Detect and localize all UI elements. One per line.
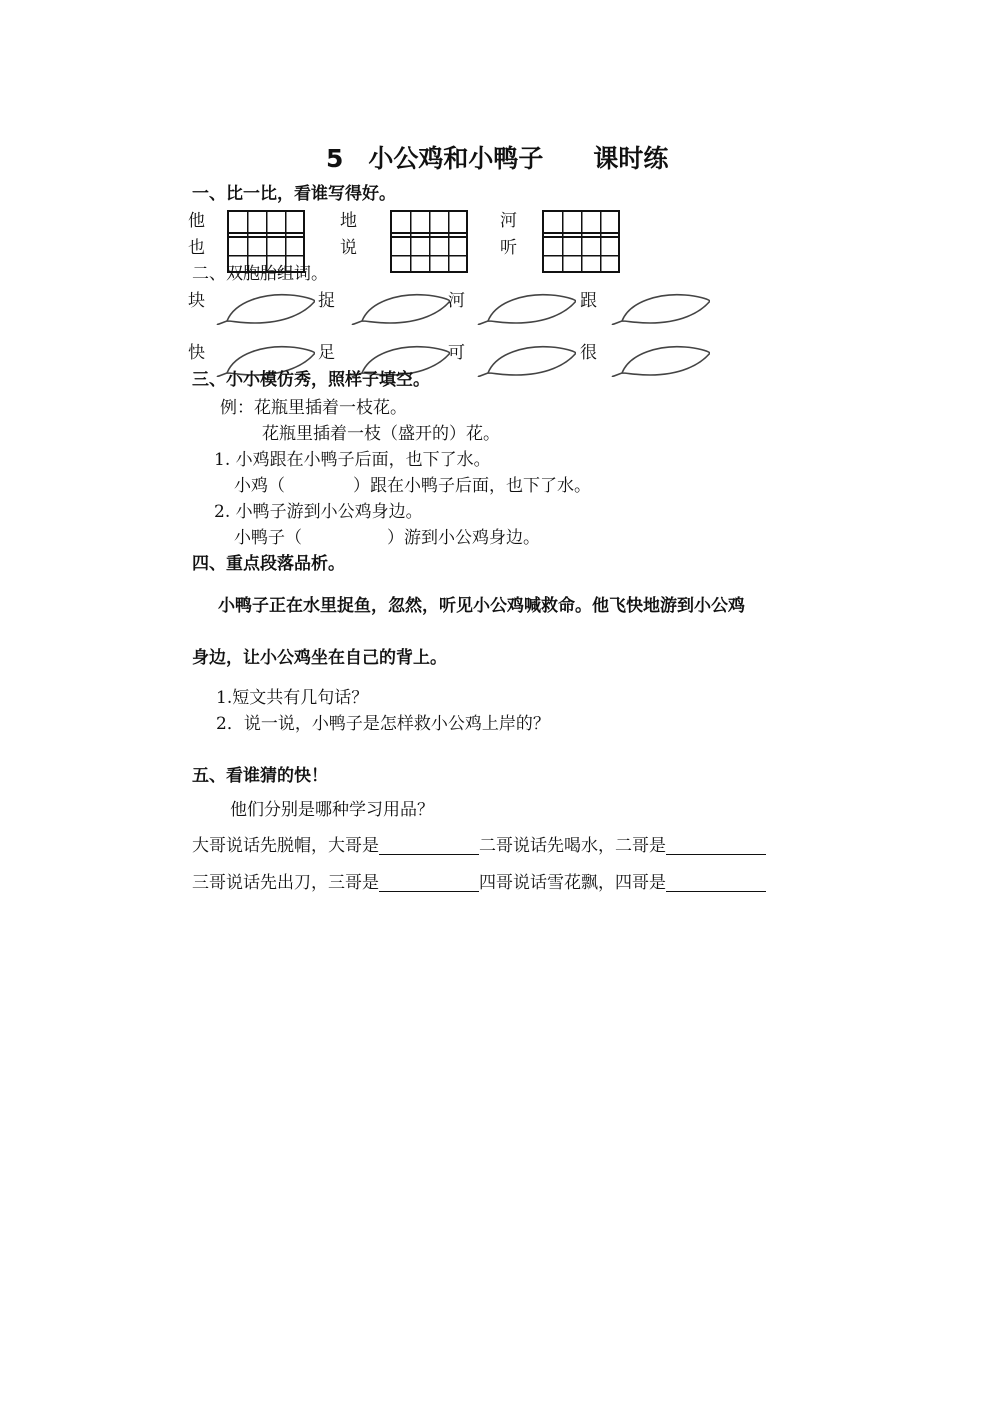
question: 1.短文共有几句话？ bbox=[216, 688, 369, 708]
section-2-heading: 二、双胞胎组词。 bbox=[192, 264, 328, 284]
char: 也 bbox=[188, 238, 205, 258]
riddle-row bbox=[192, 838, 766, 855]
question-2-fill: 小鸭子（ ）游到小公鸡身边。 bbox=[234, 528, 540, 548]
char: 说 bbox=[340, 238, 357, 258]
section-3-heading: 三、小小模仿秀，照样子填空。 bbox=[192, 370, 430, 390]
writing-grid[interactable] bbox=[390, 210, 468, 273]
riddle: 二哥说话先喝水，二哥是 bbox=[479, 836, 666, 856]
example-1: 例：花瓶里插着一枝花。 bbox=[220, 398, 407, 418]
char: 听 bbox=[500, 238, 517, 258]
word-char: 河 bbox=[448, 291, 465, 311]
passage-line-2: 身边，让小公鸡坐在自己的背上。 bbox=[192, 648, 447, 668]
leaf-answer-box[interactable] bbox=[215, 291, 315, 325]
riddle: 大哥说话先脱帽，大哥是 bbox=[192, 836, 379, 856]
riddle: 三哥说话先出刀，三哥是 bbox=[192, 873, 379, 893]
section-4-heading: 四、重点段落品析。 bbox=[192, 554, 345, 574]
word-char: 捉 bbox=[318, 291, 335, 311]
word-char: 块 bbox=[188, 291, 205, 311]
word-char: 快 bbox=[188, 343, 205, 363]
question-1: 1. 小鸡跟在小鸭子后面，也下了水。 bbox=[214, 450, 491, 470]
example-2: 花瓶里插着一枝（盛开的）花。 bbox=[262, 424, 500, 444]
leaf-answer-box[interactable] bbox=[610, 343, 710, 377]
writing-grid[interactable] bbox=[542, 210, 620, 273]
answer-blank[interactable] bbox=[666, 838, 766, 855]
word-char: 很 bbox=[580, 343, 597, 363]
question-2: 2. 小鸭子游到小公鸡身边。 bbox=[214, 502, 423, 522]
char: 地 bbox=[340, 211, 357, 231]
riddle: 四哥说话雪花飘，四哥是 bbox=[479, 873, 666, 893]
leaf-answer-box[interactable] bbox=[476, 343, 576, 377]
char: 河 bbox=[500, 211, 517, 231]
question: 2．说一说，小鸭子是怎样救小公鸡上岸的？ bbox=[216, 714, 550, 734]
section-5-heading: 五、看谁猜的快！ bbox=[192, 766, 328, 786]
leaf-answer-box[interactable] bbox=[350, 291, 450, 325]
riddle-row bbox=[192, 875, 766, 892]
word-char: 足 bbox=[318, 343, 335, 363]
leaf-answer-box[interactable] bbox=[610, 291, 710, 325]
question-1-fill: 小鸡（ ）跟在小鸭子后面，也下了水。 bbox=[234, 476, 591, 496]
answer-blank[interactable] bbox=[379, 875, 479, 892]
word-char: 跟 bbox=[580, 291, 597, 311]
section-1-heading: 一、比一比，看谁写得好。 bbox=[192, 184, 396, 204]
passage-line-1: 小鸭子正在水里捉鱼，忽然，听见小公鸡喊救命。他飞快地游到小公鸡 bbox=[218, 596, 745, 616]
word-char: 可 bbox=[448, 343, 465, 363]
char: 他 bbox=[188, 211, 205, 231]
answer-blank[interactable] bbox=[379, 838, 479, 855]
riddle-intro: 他们分别是哪种学习用品？ bbox=[230, 800, 434, 820]
page-title: 5 小公鸡和小鸭子 课时练 bbox=[326, 144, 669, 173]
leaf-answer-box[interactable] bbox=[476, 291, 576, 325]
answer-blank[interactable] bbox=[666, 875, 766, 892]
